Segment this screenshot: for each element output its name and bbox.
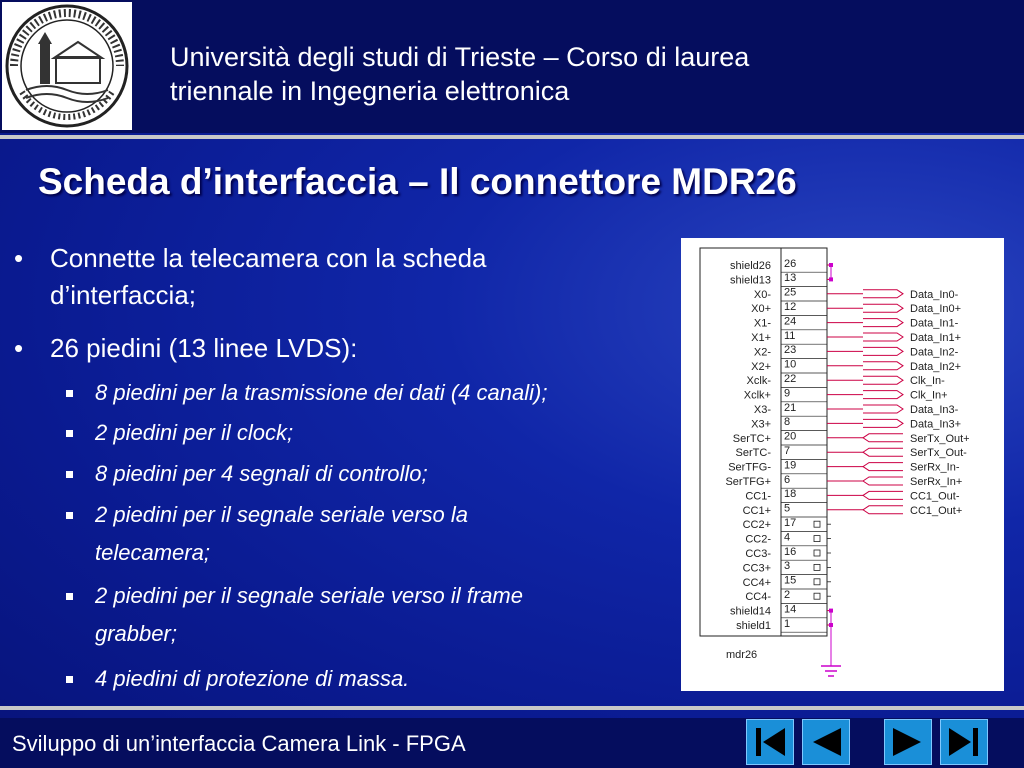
- pin-label: SerTFG-: [728, 461, 771, 474]
- square-bullet-icon: [66, 471, 73, 478]
- net-label: Clk_In-: [910, 375, 945, 388]
- no-connect-marker: [814, 521, 820, 527]
- port-symbol: [863, 391, 903, 399]
- first-icon: [747, 720, 793, 764]
- pin-number: 10: [784, 358, 797, 371]
- pin-number: 19: [784, 459, 797, 472]
- pin-label: CC1+: [742, 504, 771, 517]
- pin-label: Xclk+: [743, 389, 771, 402]
- port-symbol: [863, 448, 903, 456]
- port-symbol: [863, 376, 903, 384]
- prev-icon: [803, 720, 849, 764]
- no-connect-marker: [814, 564, 820, 570]
- pin-label: X3-: [753, 404, 771, 416]
- pin-label: shield14: [730, 605, 771, 618]
- sub-bullet-text: 2 piedini per il clock;: [95, 420, 294, 445]
- pin-number: 1: [784, 617, 791, 630]
- pin-label: CC3-: [745, 548, 771, 560]
- bullet-text-line: Connette la telecamera con la scheda: [50, 243, 487, 273]
- pin-number: 15: [784, 574, 797, 587]
- port-symbol: [863, 405, 903, 413]
- university-seal-logo: [2, 2, 132, 130]
- pin-label: X1+: [751, 332, 771, 344]
- pin-number: 23: [784, 344, 797, 357]
- pin-label: X0+: [751, 303, 771, 316]
- pin-number: 5: [784, 502, 791, 515]
- pin-label: shield26: [730, 260, 771, 272]
- net-label: Data_In3-: [910, 404, 959, 416]
- pin-number: 11: [784, 329, 796, 342]
- next-slide-button[interactable]: [884, 719, 932, 765]
- component-name: mdr26: [726, 649, 758, 661]
- pin-number: 25: [784, 286, 797, 299]
- net-label: Data_In0-: [910, 288, 959, 301]
- schematic-canvas: [681, 238, 1004, 691]
- square-bullet-icon: [66, 430, 73, 437]
- net-label: Data_In1+: [910, 332, 962, 344]
- port-symbol: [863, 463, 903, 471]
- pin-label: X0-: [753, 288, 771, 301]
- pin-number: 16: [784, 545, 797, 558]
- pin-number: 21: [784, 401, 797, 414]
- pin-number: 24: [784, 315, 797, 328]
- pin-number: 26: [784, 257, 797, 270]
- port-symbol: [863, 362, 903, 370]
- pin-label: X2+: [751, 360, 771, 373]
- net-label: SerRx_In+: [910, 476, 963, 488]
- net-label: SerTx_Out-: [910, 447, 967, 460]
- header-title-line1: Università degli studi di Trieste – Corso di laurea: [170, 42, 750, 72]
- pin-label: Xclk-: [746, 375, 771, 388]
- bullet-text-line: 26 piedini (13 linee LVDS):: [50, 333, 358, 363]
- last-slide-button[interactable]: [940, 719, 988, 765]
- pin-number: 6: [784, 473, 791, 486]
- pin-number: 7: [784, 445, 791, 457]
- slide-title: Scheda d’interfaccia – Il connettore MDR26: [38, 161, 797, 202]
- bullet-text-line: d’interfaccia;: [50, 280, 196, 310]
- pin-number: 3: [784, 560, 791, 573]
- no-connect-marker: [814, 536, 820, 542]
- pin-number: 2: [784, 589, 791, 601]
- net-label: SerRx_In-: [910, 461, 960, 474]
- pin-label: shield1: [736, 620, 771, 632]
- net-label: SerTx_Out+: [910, 432, 970, 445]
- pin-label: X1-: [753, 317, 771, 330]
- header-divider: [0, 135, 1024, 139]
- net-label: CC1_Out+: [910, 504, 963, 517]
- net-label: Data_In0+: [910, 303, 962, 316]
- port-symbol: [863, 319, 903, 327]
- pin-number: 17: [784, 517, 797, 529]
- pin-number: 22: [784, 373, 797, 385]
- pin-number: 14: [784, 603, 797, 616]
- net-label: Data_In2-: [910, 346, 959, 359]
- pin-label: CC3+: [742, 562, 771, 575]
- bullet-dot: •: [14, 333, 24, 363]
- port-symbol: [863, 434, 903, 442]
- sub-bullet-text: 2 piedini per il segnale seriale verso il frame: [95, 583, 523, 608]
- port-symbol: [863, 506, 903, 514]
- mdr26-schematic: [681, 238, 1004, 691]
- pin-label: SerTC+: [732, 432, 771, 445]
- previous-slide-button[interactable]: [802, 719, 850, 765]
- pin-label: SerTFG+: [725, 476, 771, 488]
- net-label: Data_In3+: [910, 418, 962, 431]
- port-symbol: [863, 347, 903, 355]
- pin-label: CC1-: [745, 490, 771, 503]
- pin-label: CC4-: [745, 591, 771, 604]
- no-connect-marker: [814, 579, 820, 585]
- no-connect-marker: [814, 550, 820, 556]
- pin-label: CC2-: [745, 533, 771, 546]
- square-bullet-icon: [66, 512, 73, 519]
- pin-number: 9: [784, 387, 791, 400]
- port-symbol: [863, 491, 903, 499]
- port-symbol: [863, 304, 903, 312]
- bullet-dot: •: [14, 243, 24, 273]
- header-bar: [0, 0, 1024, 133]
- square-bullet-icon: [66, 593, 73, 600]
- no-connect-marker: [814, 593, 820, 599]
- pin-number: 20: [784, 430, 797, 443]
- next-icon: [885, 720, 931, 764]
- port-symbol: [863, 290, 903, 298]
- footer-text: Sviluppo di un’interfaccia Camera Link - FPGA: [12, 731, 466, 756]
- pin-label: CC2+: [742, 519, 771, 532]
- pin-number: 13: [784, 272, 797, 285]
- sub-bullet-text: 2 piedini per il segnale seriale verso la: [95, 502, 468, 527]
- last-icon: [941, 720, 987, 764]
- pin-label: X2-: [753, 346, 771, 359]
- sub-bullet-text: 4 piedini di protezione di massa.: [95, 666, 410, 691]
- sub-bullet-text: 8 piedini per la trasmissione dei dati (4 canali);: [95, 380, 548, 405]
- square-bullet-icon: [66, 676, 73, 683]
- footer-divider: [0, 706, 1024, 710]
- sub-bullet-text: telecamera;: [95, 540, 210, 565]
- net-label: Clk_In+: [910, 389, 948, 402]
- net-label: CC1_Out-: [910, 490, 960, 503]
- header-title-line2: triennale in Ingegneria elettronica: [170, 76, 570, 106]
- net-label: Data_In2+: [910, 360, 962, 373]
- pin-number: 18: [784, 488, 797, 501]
- pin-label: SerTC-: [735, 447, 771, 460]
- pin-number: 8: [784, 416, 791, 429]
- footer-bar: [0, 718, 1024, 768]
- net-label: Data_In1-: [910, 317, 959, 330]
- port-symbol: [863, 333, 903, 341]
- sub-bullet-text: 8 piedini per 4 segnali di controllo;: [95, 461, 428, 486]
- pin-number: 12: [784, 301, 797, 313]
- port-symbol: [863, 419, 903, 427]
- sub-bullet-text: grabber;: [95, 621, 177, 646]
- pin-label: X3+: [751, 418, 771, 431]
- port-symbol: [863, 477, 903, 485]
- pin-label: shield13: [730, 274, 771, 287]
- pin-number: 4: [784, 531, 791, 544]
- first-slide-button[interactable]: [746, 719, 794, 765]
- square-bullet-icon: [66, 390, 73, 397]
- header-title: [170, 40, 990, 108]
- pin-label: CC4+: [742, 576, 771, 589]
